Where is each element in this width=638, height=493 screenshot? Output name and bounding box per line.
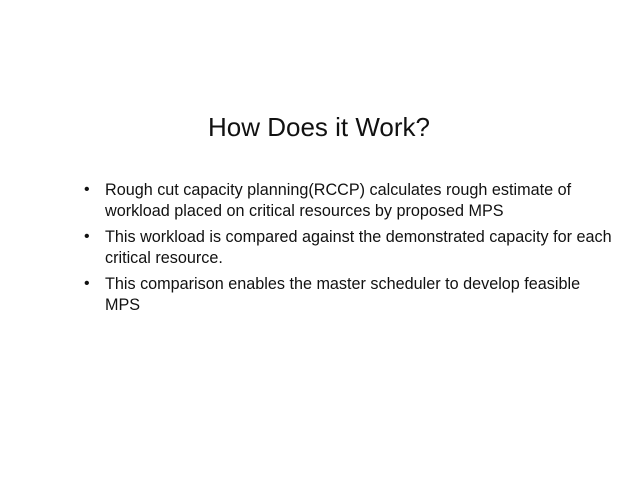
bullet-text: Rough cut capacity planning(RCCP) calculates rough estimate of workload placed on critical resources by proposed MPS [105,181,572,220]
slide-title: How Does it Work? [207,112,431,142]
bullet-item [84,180,614,221]
bullet-marker-icon: • [84,228,90,245]
bullet-text: This comparison enables the master scheduler to develop feasible MPS [105,275,581,314]
bullet-list [84,180,614,321]
bullet-text: This workload is compared against the demonstrated capacity for each critical resource. [105,228,612,267]
bullet-item [84,227,614,268]
bullet-item [84,274,614,315]
bullet-marker-icon: • [84,181,90,198]
bullet-marker-icon: • [84,275,90,292]
